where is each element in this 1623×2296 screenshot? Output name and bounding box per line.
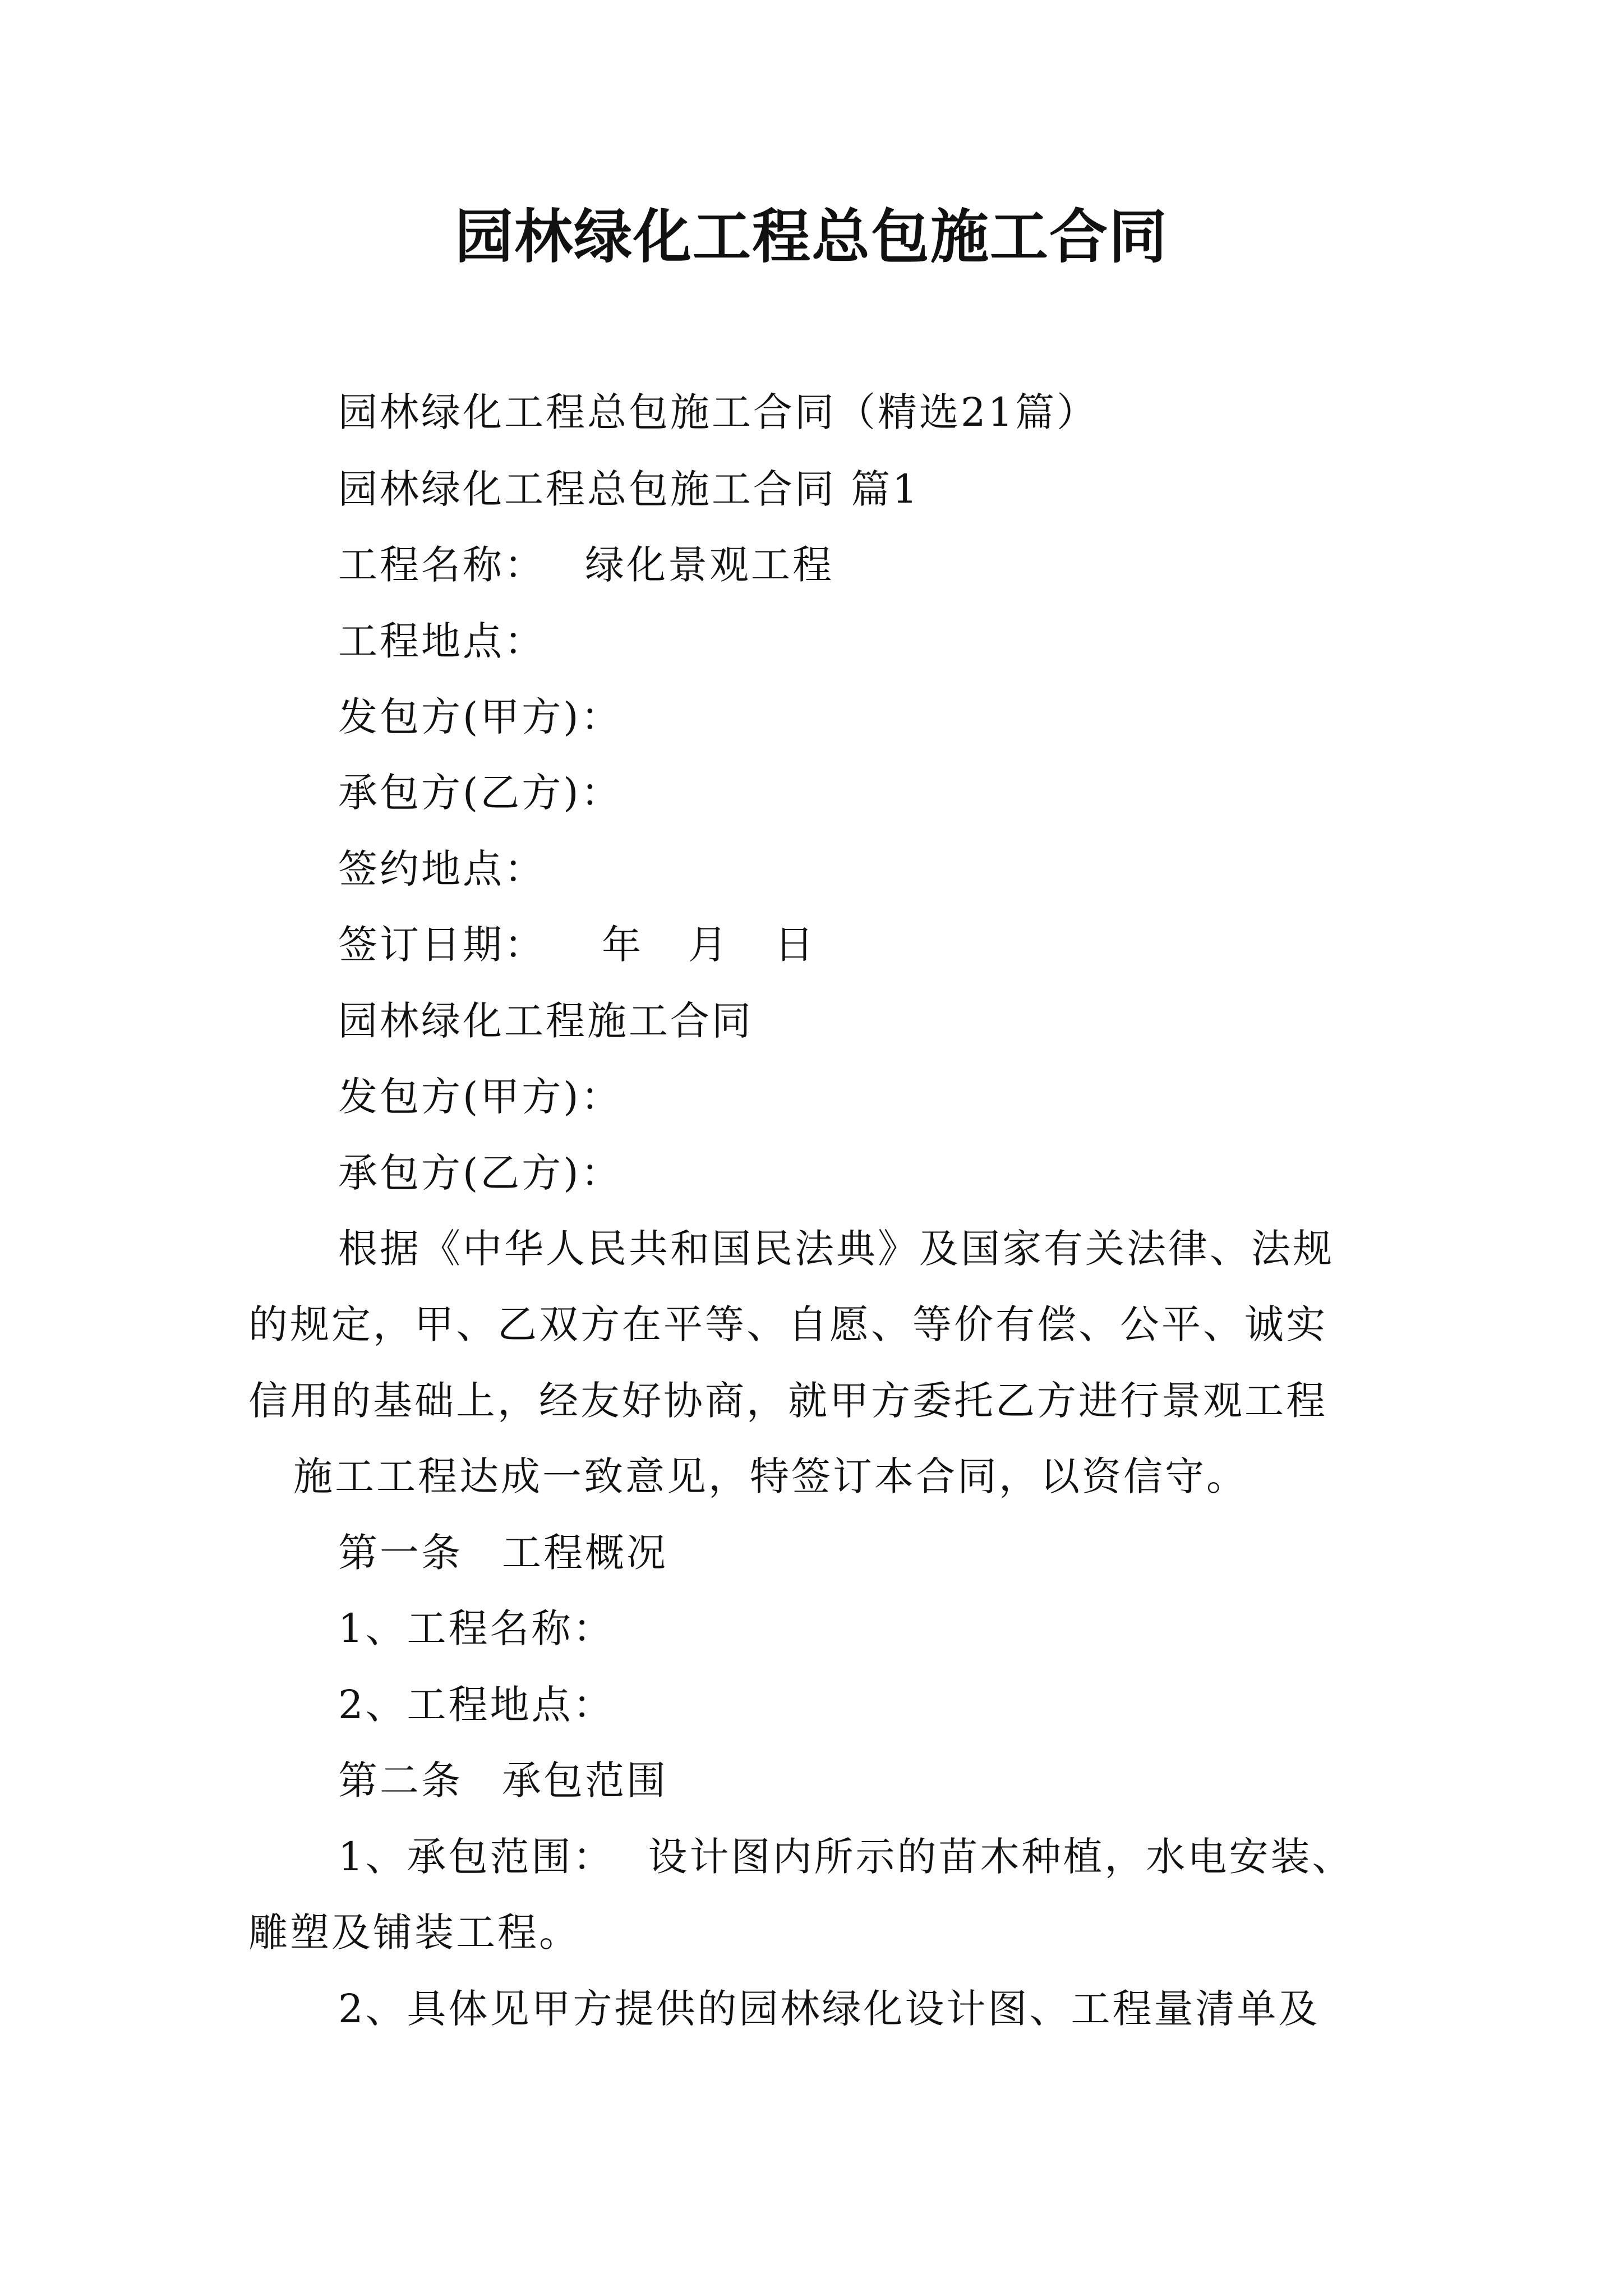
article-2-number: 第二条 (338, 1757, 463, 1803)
project-name-line (338, 537, 834, 593)
article-1-heading (338, 1525, 668, 1581)
article-1-item-1: 1、工程名称： (338, 1605, 615, 1651)
article-2-item-1 (338, 1829, 1354, 1885)
article-2-heading (338, 1752, 668, 1809)
project-name-value: 绿化景观工程 (585, 542, 834, 588)
project-location-label: 工程地点： (338, 618, 546, 664)
article-2-item-2: 2、具体见甲方提供的园林绿化设计图、工程量清单及 (338, 1986, 1320, 2032)
article-2-title: 承包范围 (502, 1757, 668, 1803)
party-a-label-2: 发包方(甲方)： (338, 1074, 623, 1120)
date-year: 年 (602, 922, 643, 968)
article-1-item-2: 2、工程地点： (338, 1682, 615, 1728)
party-a-label: 发包方(甲方)： (338, 694, 623, 740)
article-1-title: 工程概况 (502, 1530, 668, 1576)
signing-location-label: 签约地点： (338, 846, 546, 892)
preamble-line-3: 信用的基础上，经友好协商，就甲方委托乙方进行景观工程 (248, 1378, 1327, 1424)
contract-heading: 园林绿化工程施工合同 (338, 998, 753, 1044)
date-day: 日 (774, 922, 816, 968)
project-name-label: 工程名称： (338, 542, 546, 588)
signing-date-label: 签订日期： (338, 922, 546, 968)
signing-date-line (338, 917, 816, 973)
party-b-label-2: 承包方(乙方)： (338, 1150, 623, 1196)
date-month: 月 (688, 922, 730, 968)
preamble-line-1: 根据《中华人民共和国民法典》及国家有关法律、法规 (338, 1226, 1334, 1272)
article-2-item-1-label: 1、承包范围： (338, 1834, 615, 1880)
preamble-line-4: 施工工程达成一致意见，特签订本合同，以资信守。 (293, 1453, 1248, 1499)
document-title: 园林绿化工程总包施工合同 (454, 203, 1168, 271)
party-b-label: 承包方(乙方)： (338, 770, 623, 816)
article-2-item-1-text: 设计图内所示的苗木种植，水电安装、 (648, 1834, 1354, 1880)
preamble-line-2: 的规定，甲、乙双方在平等、自愿、等价有偿、公平、诚实 (248, 1301, 1327, 1347)
subtitle-part-1: 园林绿化工程总包施工合同 篇1 (338, 466, 920, 512)
article-1-number: 第一条 (338, 1530, 463, 1576)
article-2-item-1-continued: 雕塑及铺装工程。 (248, 1910, 580, 1955)
subtitle-collection: 园林绿化工程总包施工合同（精选21篇） (338, 389, 1099, 435)
